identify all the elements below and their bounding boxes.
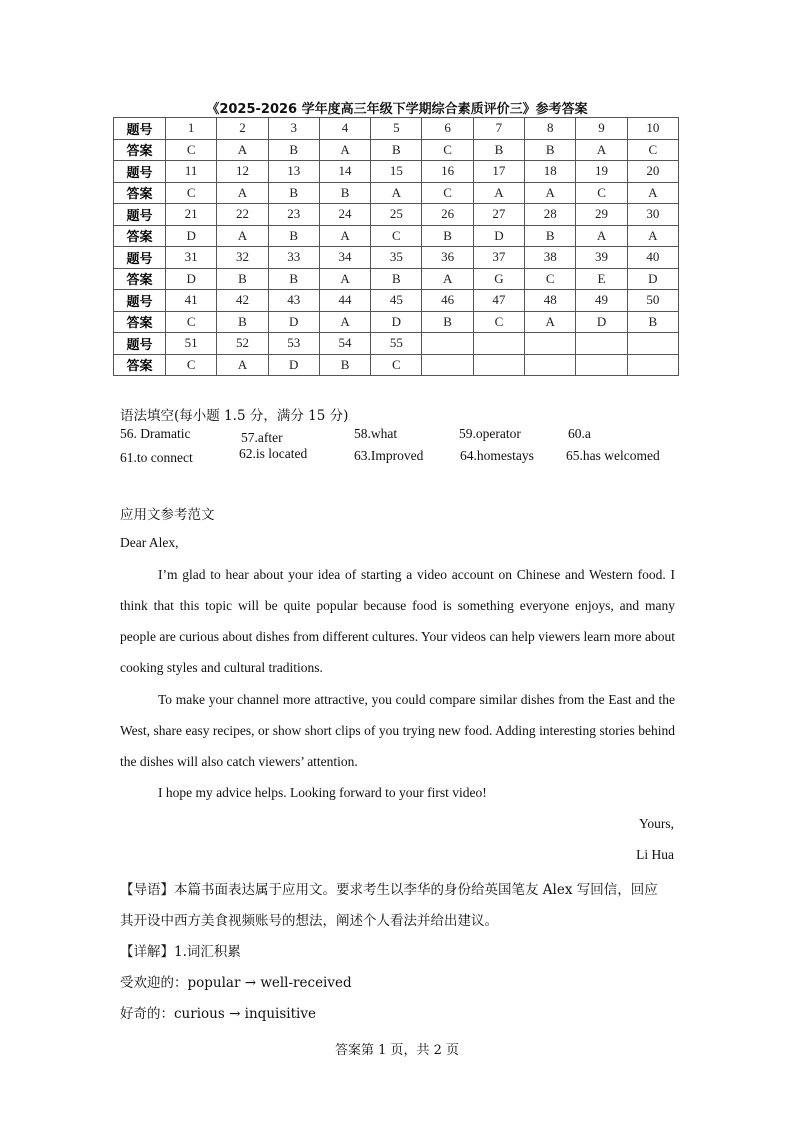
answer-cell: C	[627, 139, 678, 161]
answer-cell	[576, 354, 627, 376]
question-number-cell: 13	[268, 161, 319, 183]
question-number-cell: 54	[319, 333, 370, 355]
answer-cell: A	[319, 139, 370, 161]
question-number-cell	[422, 333, 473, 355]
answer-cell: B	[525, 139, 576, 161]
writing-heading: 应用文参考范文	[120, 507, 215, 523]
answer-row-label: 答案	[114, 139, 166, 161]
question-number-cell: 30	[627, 204, 678, 226]
question-number-cell: 3	[268, 118, 319, 140]
answer-cell: A	[217, 225, 268, 247]
question-number-cell: 5	[371, 118, 422, 140]
answer-cell: B	[371, 268, 422, 290]
answer-cell: C	[576, 182, 627, 204]
answer-cell: C	[473, 311, 524, 333]
answer-cell: D	[627, 268, 678, 290]
question-number-cell: 15	[371, 161, 422, 183]
question-number-cell	[627, 333, 678, 355]
answer-cell: B	[473, 139, 524, 161]
answer-cell: A	[473, 182, 524, 204]
answer-cell: D	[166, 268, 217, 290]
question-number-cell: 33	[268, 247, 319, 269]
answer-cell	[473, 354, 524, 376]
letter-paragraph: To make your channel more attractive, you could compare similar dishes from the East and the West, share easy recipes, or show short clips of you trying new food. Adding interesting stories behind the dishes will also catch viewers’ attention.	[120, 692, 675, 769]
answer-cell: A	[217, 354, 268, 376]
document-title: 《2025-2026 学年度高三年级下学期综合素质评价三》参考答案	[206, 102, 588, 117]
answer-row-label: 答案	[114, 354, 166, 376]
guide-line: 【导语】本篇书面表达属于应用文。要求考生以李华的身份给英国笔友 Alex 写回信，回应	[120, 882, 658, 898]
answer-cell: A	[319, 268, 370, 290]
question-number-cell: 29	[576, 204, 627, 226]
answer-cell: C	[166, 182, 217, 204]
question-number-cell: 52	[217, 333, 268, 355]
question-number-cell: 39	[576, 247, 627, 269]
answer-row-label: 答案	[114, 268, 166, 290]
question-number-cell: 11	[166, 161, 217, 183]
question-number-cell: 41	[166, 290, 217, 312]
answer-cell: D	[371, 311, 422, 333]
answer-row	[114, 354, 679, 376]
answer-row	[114, 311, 679, 333]
answer-row	[114, 182, 679, 204]
question-number-cell: 28	[525, 204, 576, 226]
question-number-cell: 46	[422, 290, 473, 312]
question-number-cell: 1	[166, 118, 217, 140]
question-number-cell: 21	[166, 204, 217, 226]
answer-cell: B	[627, 311, 678, 333]
answer-cell: A	[576, 225, 627, 247]
question-number-cell: 24	[319, 204, 370, 226]
question-number-cell: 9	[576, 118, 627, 140]
answer-cell: C	[422, 139, 473, 161]
answer-cell: A	[371, 182, 422, 204]
question-number-cell: 8	[525, 118, 576, 140]
question-row	[114, 118, 679, 140]
answer-cell: D	[268, 354, 319, 376]
answer-cell: A	[627, 182, 678, 204]
question-number-cell: 35	[371, 247, 422, 269]
answer-cell: B	[371, 139, 422, 161]
question-number-cell: 6	[422, 118, 473, 140]
question-number-cell: 48	[525, 290, 576, 312]
answer-cell: B	[268, 139, 319, 161]
answer-row-label: 答案	[114, 311, 166, 333]
answer-row	[114, 268, 679, 290]
grammar-item: 60.a	[568, 426, 591, 441]
question-number-cell: 47	[473, 290, 524, 312]
answer-cell: A	[217, 182, 268, 204]
answer-cell: C	[166, 311, 217, 333]
question-row-label: 题号	[114, 161, 166, 183]
answer-cell: D	[166, 225, 217, 247]
answer-cell: B	[422, 311, 473, 333]
question-number-cell	[473, 333, 524, 355]
question-number-cell: 10	[627, 118, 678, 140]
answer-cell: C	[371, 354, 422, 376]
answer-cell: D	[268, 311, 319, 333]
answer-cell: B	[217, 311, 268, 333]
answer-cell: A	[576, 139, 627, 161]
answer-cell: D	[473, 225, 524, 247]
question-number-cell: 14	[319, 161, 370, 183]
answer-cell: C	[422, 182, 473, 204]
question-row	[114, 290, 679, 312]
answer-cell	[525, 354, 576, 376]
question-row-label: 题号	[114, 333, 166, 355]
letter-paragraph: I’m glad to hear about your idea of starting a video account on Chinese and Western food. I think that this topic will be quite popular because food is something everyone enjoys, and many people are curious about dishes from different cultures. Your videos can help viewers learn more about cooking styles and cultural traditions.	[120, 567, 675, 675]
answer-cell: A	[627, 225, 678, 247]
question-row-label: 题号	[114, 204, 166, 226]
question-row-label: 题号	[114, 247, 166, 269]
question-number-cell: 22	[217, 204, 268, 226]
question-number-cell: 40	[627, 247, 678, 269]
answer-cell: B	[525, 225, 576, 247]
question-row-label: 题号	[114, 118, 166, 140]
question-number-cell: 45	[371, 290, 422, 312]
answer-cell: E	[576, 268, 627, 290]
question-number-cell: 18	[525, 161, 576, 183]
question-number-cell: 55	[371, 333, 422, 355]
answer-cell: D	[576, 311, 627, 333]
answer-cell: C	[166, 139, 217, 161]
question-number-cell: 44	[319, 290, 370, 312]
question-number-cell: 32	[217, 247, 268, 269]
answer-cell: C	[166, 354, 217, 376]
question-number-cell	[576, 333, 627, 355]
question-row	[114, 333, 679, 355]
detail-heading: 【详解】1.词汇积累	[120, 944, 241, 960]
answer-cell: A	[217, 139, 268, 161]
answer-row	[114, 139, 679, 161]
answer-cell: B	[268, 225, 319, 247]
question-number-cell: 38	[525, 247, 576, 269]
question-number-cell	[525, 333, 576, 355]
answer-cell: B	[422, 225, 473, 247]
grammar-item: 64.homestays	[460, 448, 534, 463]
question-number-cell: 43	[268, 290, 319, 312]
question-number-cell: 31	[166, 247, 217, 269]
question-number-cell: 50	[627, 290, 678, 312]
grammar-item: 59.operator	[459, 426, 521, 441]
question-number-cell: 16	[422, 161, 473, 183]
answer-cell: B	[217, 268, 268, 290]
grammar-item: 65.has welcomed	[566, 448, 660, 463]
question-number-cell: 34	[319, 247, 370, 269]
vocab-item: 受欢迎的：popular → well-received	[120, 975, 352, 991]
answer-cell: G	[473, 268, 524, 290]
question-row	[114, 161, 679, 183]
vocab-item: 好奇的：curious → inquisitive	[120, 1006, 316, 1022]
grammar-item: 62.is located	[239, 446, 308, 461]
question-row	[114, 247, 679, 269]
grammar-item: 63.Improved	[354, 448, 424, 463]
question-number-cell: 36	[422, 247, 473, 269]
answer-cell	[627, 354, 678, 376]
letter-paragraph: I hope my advice helps. Looking forward to your first video!	[158, 785, 487, 800]
grammar-item: 61.to connect	[120, 450, 193, 465]
question-number-cell: 17	[473, 161, 524, 183]
question-row	[114, 204, 679, 226]
answer-row-label: 答案	[114, 182, 166, 204]
question-number-cell: 23	[268, 204, 319, 226]
question-number-cell: 25	[371, 204, 422, 226]
grammar-item: 56. Dramatic	[120, 426, 191, 441]
question-number-cell: 4	[319, 118, 370, 140]
answer-cell: B	[268, 268, 319, 290]
answer-row	[114, 225, 679, 247]
guide-line: 其开设中西方美食视频账号的想法，阐述个人看法并给出建议。	[120, 913, 498, 929]
grammar-item: 57.after	[241, 430, 283, 445]
question-number-cell: 26	[422, 204, 473, 226]
answer-cell: A	[319, 225, 370, 247]
question-number-cell: 7	[473, 118, 524, 140]
question-number-cell: 12	[217, 161, 268, 183]
answer-cell: A	[525, 182, 576, 204]
question-number-cell: 51	[166, 333, 217, 355]
answer-cell: B	[319, 354, 370, 376]
question-number-cell: 19	[576, 161, 627, 183]
grammar-heading: 语法填空(每小题 1.5 分，满分 15 分)	[120, 408, 349, 424]
answer-cell: B	[319, 182, 370, 204]
question-number-cell: 37	[473, 247, 524, 269]
answer-cell: A	[319, 311, 370, 333]
answer-cell: B	[268, 182, 319, 204]
question-number-cell: 20	[627, 161, 678, 183]
answer-cell	[422, 354, 473, 376]
answer-cell: A	[525, 311, 576, 333]
letter-closing: Yours,	[638, 816, 674, 831]
question-number-cell: 42	[217, 290, 268, 312]
letter-salutation: Dear Alex,	[120, 535, 179, 550]
answer-cell: A	[422, 268, 473, 290]
grammar-item: 58.what	[354, 426, 398, 441]
question-number-cell: 53	[268, 333, 319, 355]
answer-cell: C	[525, 268, 576, 290]
answer-row-label: 答案	[114, 225, 166, 247]
answer-table	[113, 117, 679, 376]
page-footer: 答案第 1 页，共 2 页	[334, 1043, 460, 1058]
question-number-cell: 49	[576, 290, 627, 312]
answer-cell: C	[371, 225, 422, 247]
letter-signature: Li Hua	[636, 847, 674, 862]
question-number-cell: 27	[473, 204, 524, 226]
question-row-label: 题号	[114, 290, 166, 312]
question-number-cell: 2	[217, 118, 268, 140]
